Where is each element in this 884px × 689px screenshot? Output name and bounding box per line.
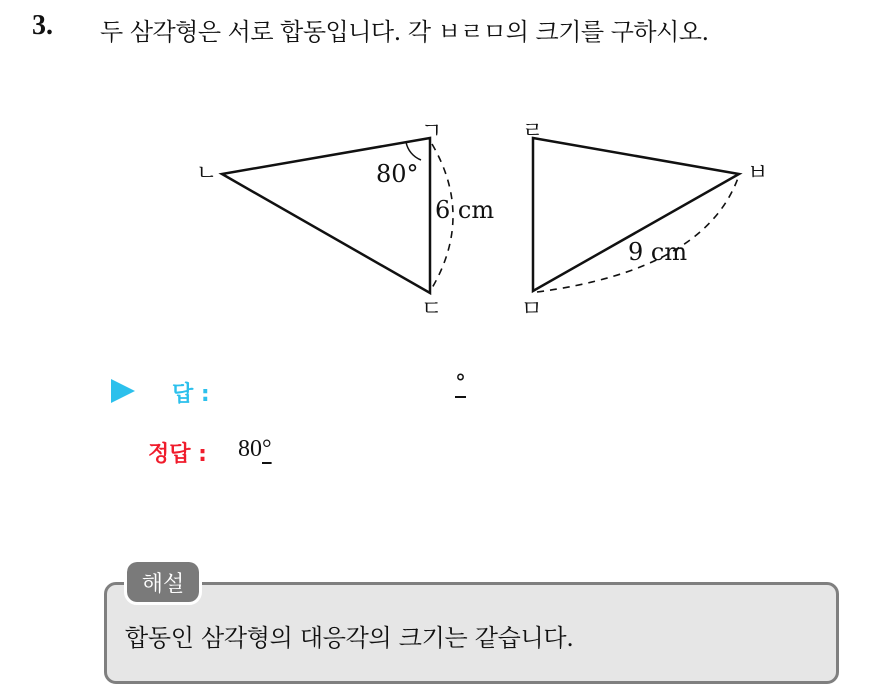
vertex-m: ㅁ (521, 297, 543, 322)
side-label-6cm: 6 cm (435, 196, 495, 224)
angle-arc-g (406, 142, 421, 160)
correct-answer (238, 436, 272, 463)
vertex-n: ㄴ (196, 161, 218, 186)
question-text: 두 삼각형은 서로 합동입니다. 각 ㅂㄹㅁ의 크기를 구하시오. (100, 18, 709, 46)
correct-answer-value: 80 (238, 436, 262, 462)
vertex-d: ㄷ (421, 297, 443, 322)
correct-answer-label: 정답 : (148, 442, 207, 467)
triangle-figure (0, 0, 884, 340)
side-label-9cm: 9 cm (628, 238, 688, 266)
explanation-text: 합동인 삼각형의 대응각의 크기는 같습니다. (125, 624, 574, 652)
side-arc-9cm (537, 178, 738, 292)
answer-marker-icon (111, 379, 135, 403)
vertex-r: ㄹ (522, 119, 544, 144)
triangle-rbm (533, 138, 739, 291)
vertex-b: ㅂ (747, 161, 769, 186)
explanation-tab: 해설 (127, 562, 199, 602)
correct-answer-unit: ° (262, 436, 272, 462)
vertex-g: ㄱ (421, 119, 443, 144)
answer-blank: ° (455, 371, 466, 396)
question-number: 3. (32, 10, 53, 41)
angle-label-80: 80° (376, 160, 419, 188)
answer-label: 답 : (172, 382, 210, 407)
